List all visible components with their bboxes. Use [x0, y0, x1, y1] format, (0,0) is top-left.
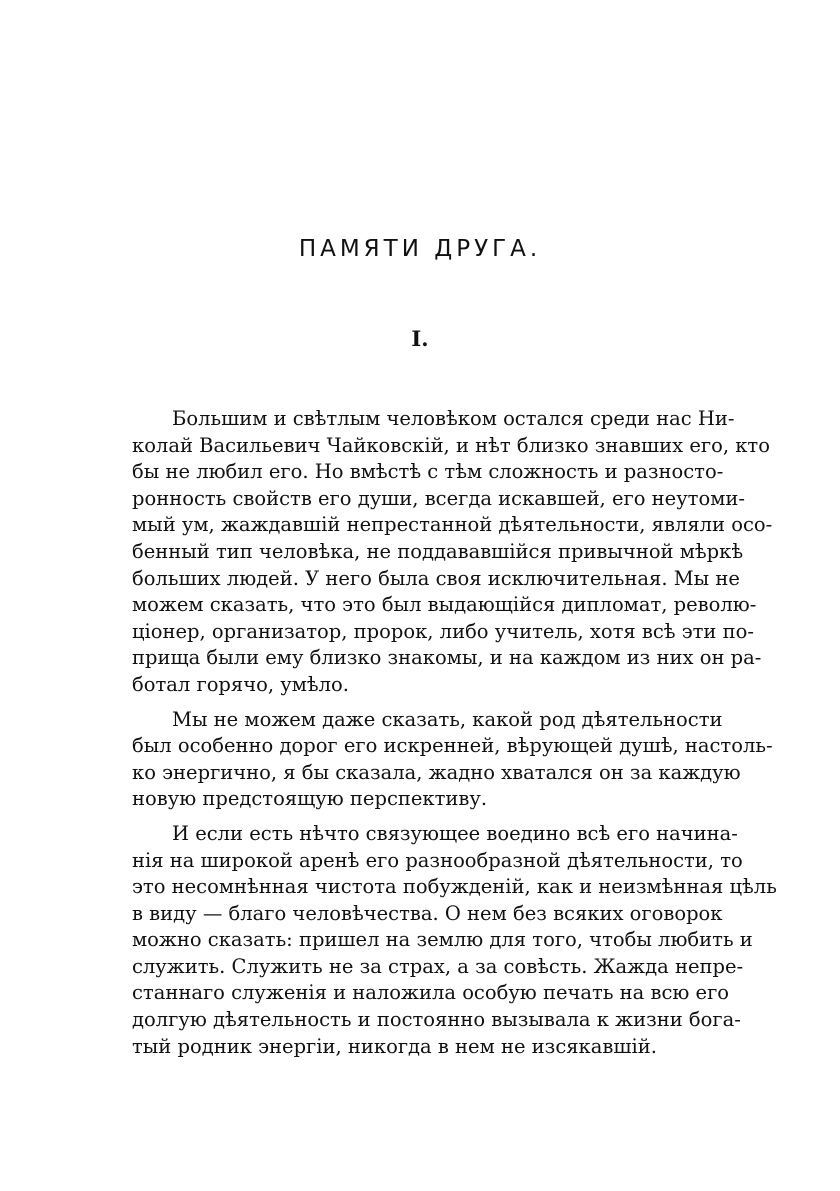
text-line: мый ум, жаждавшій непрестанной дѣятельности, являли осо- [132, 513, 773, 537]
text-line: служить. Служить не за страх, а за совѣсть. Жажда непре- [132, 954, 744, 978]
text-line: станнаго служенія и наложила особую печать на всю его [132, 981, 730, 1005]
body-text [132, 406, 777, 1060]
text-line: это несомнѣнная чистота побужденій, как и неизмѣнная цѣль [132, 875, 777, 899]
text-line: ботал горячо, умѣло. [132, 672, 349, 696]
text-line: ронность свойств его души, всегда искавшей, его неутоми- [132, 486, 745, 510]
page-title: ПАМЯТИ ДРУГА. [298, 236, 542, 262]
text-line: в виду — благо человѣчества. О нем без всяких оговорок [132, 901, 723, 925]
text-line: тый родник энергіи, никогда в нем не изсякавшій. [132, 1034, 657, 1058]
text-line: Большим и свѣтлым человѣком остался среди нас Ни- [172, 407, 735, 430]
text-line: можно сказать: пришел на землю для того, чтобы любить и [132, 928, 753, 952]
paragraph [132, 406, 773, 699]
text-line: И если есть нѣчто связующее воедино всѣ его начина- [172, 821, 738, 845]
paragraph [132, 821, 777, 1060]
text-line: долгую дѣятельность и постоянно вызывала к жизни бога- [132, 1008, 741, 1032]
text-line: бенный тип человѣка, не поддававшійся привычной мѣркѣ [132, 539, 744, 563]
text-line: больших людей. У него была своя исключительная. Мы не [132, 566, 740, 590]
text-line: бы не любил его. Но вмѣстѣ с тѣм сложность и разносто- [132, 460, 724, 484]
text-line: прища были ему близко знакомы, и на каждом из них он ра- [132, 646, 762, 670]
text-line: Мы не можем даже сказать, какой род дѣятельности [172, 707, 723, 731]
text-line: колай Васильевич Чайковскій, и нѣт близко знавших его, кто [132, 433, 770, 457]
text-line: ціонер, организатор, пророк, либо учитель, хотя всѣ эти по- [132, 619, 754, 643]
paragraph [132, 707, 773, 813]
text-line: новую предстоящую перспективу. [132, 787, 488, 811]
text-line: ко энергично, я бы сказала, жадно хватался он за каждую [132, 760, 741, 784]
section-number: I. [411, 326, 429, 351]
text-line: нія на широкой аренѣ его разнообразной дѣятельности, то [132, 848, 743, 872]
text-line: можем сказать, что это был выдающійся дипломат, револю- [132, 593, 757, 617]
text-line: был особенно дорог его искренней, вѣрующей душѣ, настоль- [132, 734, 773, 758]
